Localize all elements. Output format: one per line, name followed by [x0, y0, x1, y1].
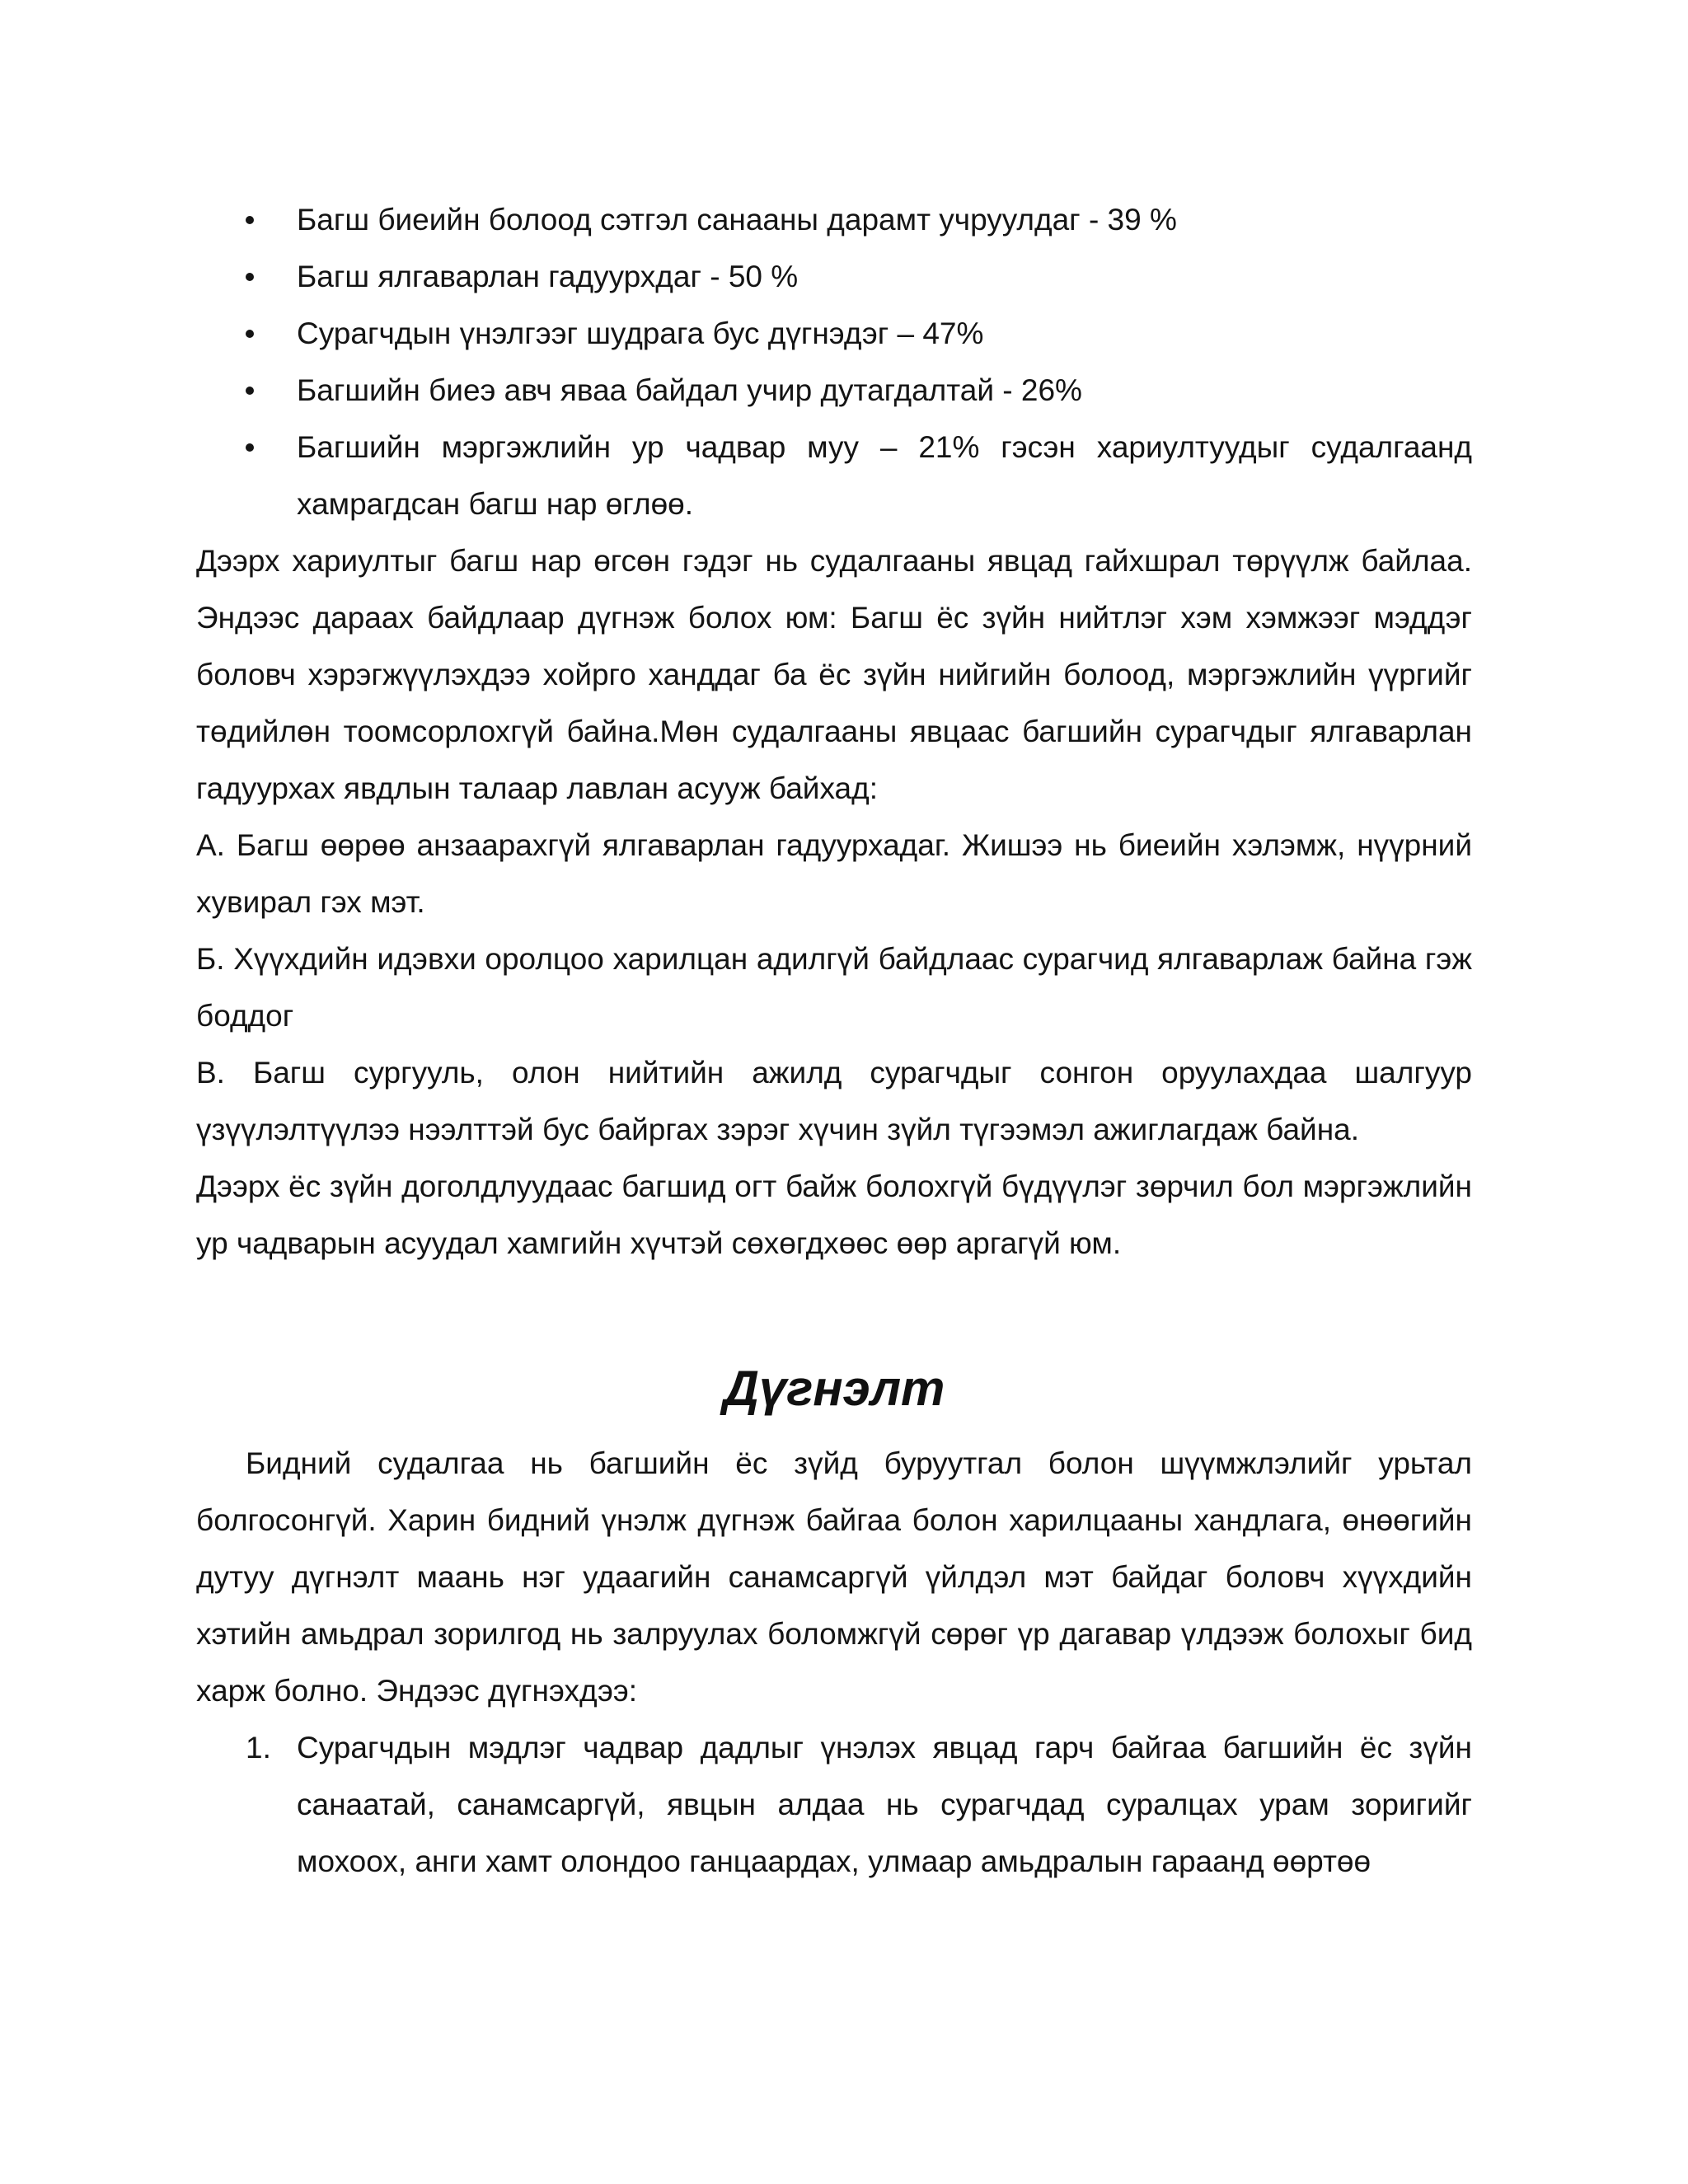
list-item-text: Багшийн биеэ авч яваа байдал учир дутагдалтай - 26% — [297, 373, 1082, 407]
list-item — [196, 191, 1472, 248]
list-item-text: Сурагчдын үнэлгээг шудрага бус дүгнэдэг – 47% — [297, 316, 984, 350]
numbered-item-text: Сурагчдын мэдлэг чадвар дадлыг үнэлэх явцад гарч байгаа багшийн ёс зүйн санаатай, санамсаргүй, явцын алдаа нь сурагчдад суралцах урам зоригийг мохоох, анги хамт олондоо ганцаардах, улмаар амьдралын гараанд өөртөө — [297, 1731, 1472, 1878]
list-item — [196, 419, 1472, 532]
conclusion-paragraph: Бидний судалгаа нь багшийн ёс зүйд буруутгал болон шүүмжлэлийг урьтал болгосонгүй. Харин бидний үнэлж дүгнэж байгаа болон харилцааны хандлага, өнөөгийн дутуу дүгнэлт маань нэг удаагийн санамсаргүй үйлдэл мэт байдаг боловч хүүхдийн хэтийн амьдрал зорилгод нь залруулах боломжгүй сөрөг үр дагавар үлдээж болохыг бид харж болно. Эндээс дүгнэхдээ: — [196, 1446, 1472, 1708]
bullet-dot-icon — [246, 387, 254, 395]
bullet-dot-icon — [246, 273, 254, 281]
bullet-dot-icon — [246, 216, 254, 224]
paragraph-point-a: А. Багш өөрөө анзаарахгүй ялгаварлан гадуурхадаг. Жишээ нь биеийн хэлэмж, нүүрний хувирал гэх мэт. — [196, 828, 1472, 919]
list-item — [196, 305, 1472, 362]
list-item-text: Багш ялгаварлан гадуурхдаг - 50 % — [297, 260, 799, 293]
paragraph-analysis: Дээрх хариултыг багш нар өгсөн гэдэг нь судалгааны явцад гайхшрал төрүүлж байлаа. Эндээс дараах байдлаар дүгнэж болох юм: Багш ёс зүйн нийтлэг хэм хэмжээг мэддэг боловч хэрэгжүүлэхдээ хойрго ханддаг ба ёс зүйн нийгийн болоод, мэргэжлийн үүргийг төдийлөн тоомсорлохгүй байна.Мөн судалгааны явцаас багшийн сурагчдыг ялгаварлан гадуурхах явдлын талаар лавлан асууж байхад: — [196, 544, 1472, 805]
paragraph-summary: Дээрх ёс зүйн доголдлуудаас багшид огт байж болохгүй бүдүүлэг зөрчил бол мэргэжлийн ур чадварын асуудал хамгийн хүчтэй сөхөгдхөөс өөр аргагүй юм. — [196, 1169, 1472, 1260]
document-body — [196, 191, 1472, 1890]
numbered-item — [196, 1719, 1472, 1890]
numbered-item-marker: 1. — [246, 1731, 271, 1765]
paragraph-point-b: Б. Хүүхдийн идэвхи оролцоо харилцан адилгүй байдлаас сурагчид ялгаварлаж байна гэж боддог — [196, 942, 1472, 1033]
bullet-dot-icon — [246, 330, 254, 338]
conclusion-list — [196, 1719, 1472, 1890]
paragraph-point-v: В. Багш сургууль, олон нийтийн ажилд сурагчдыг сонгон оруулахдаа шалгуур үзүүлэлтүүлээ нээлттэй бус байргах зэрэг хүчин зүйл түгээмэл ажиглагдаж байна. — [196, 1056, 1472, 1146]
list-item-text: Багш биеийн болоод сэтгэл санааны дарамт учруулдаг - 39 % — [297, 203, 1177, 237]
bullet-dot-icon — [246, 443, 254, 452]
list-item-text: Багшийн мэргэжлийн ур чадвар муу – 21% гэсэн хариултуудыг судалгаанд хамрагдсан багш нар өглөө. — [297, 430, 1472, 521]
list-item — [196, 362, 1472, 419]
section-heading: Дүгнэлт — [723, 1361, 945, 1416]
survey-results-list — [196, 191, 1472, 532]
list-item — [196, 248, 1472, 305]
